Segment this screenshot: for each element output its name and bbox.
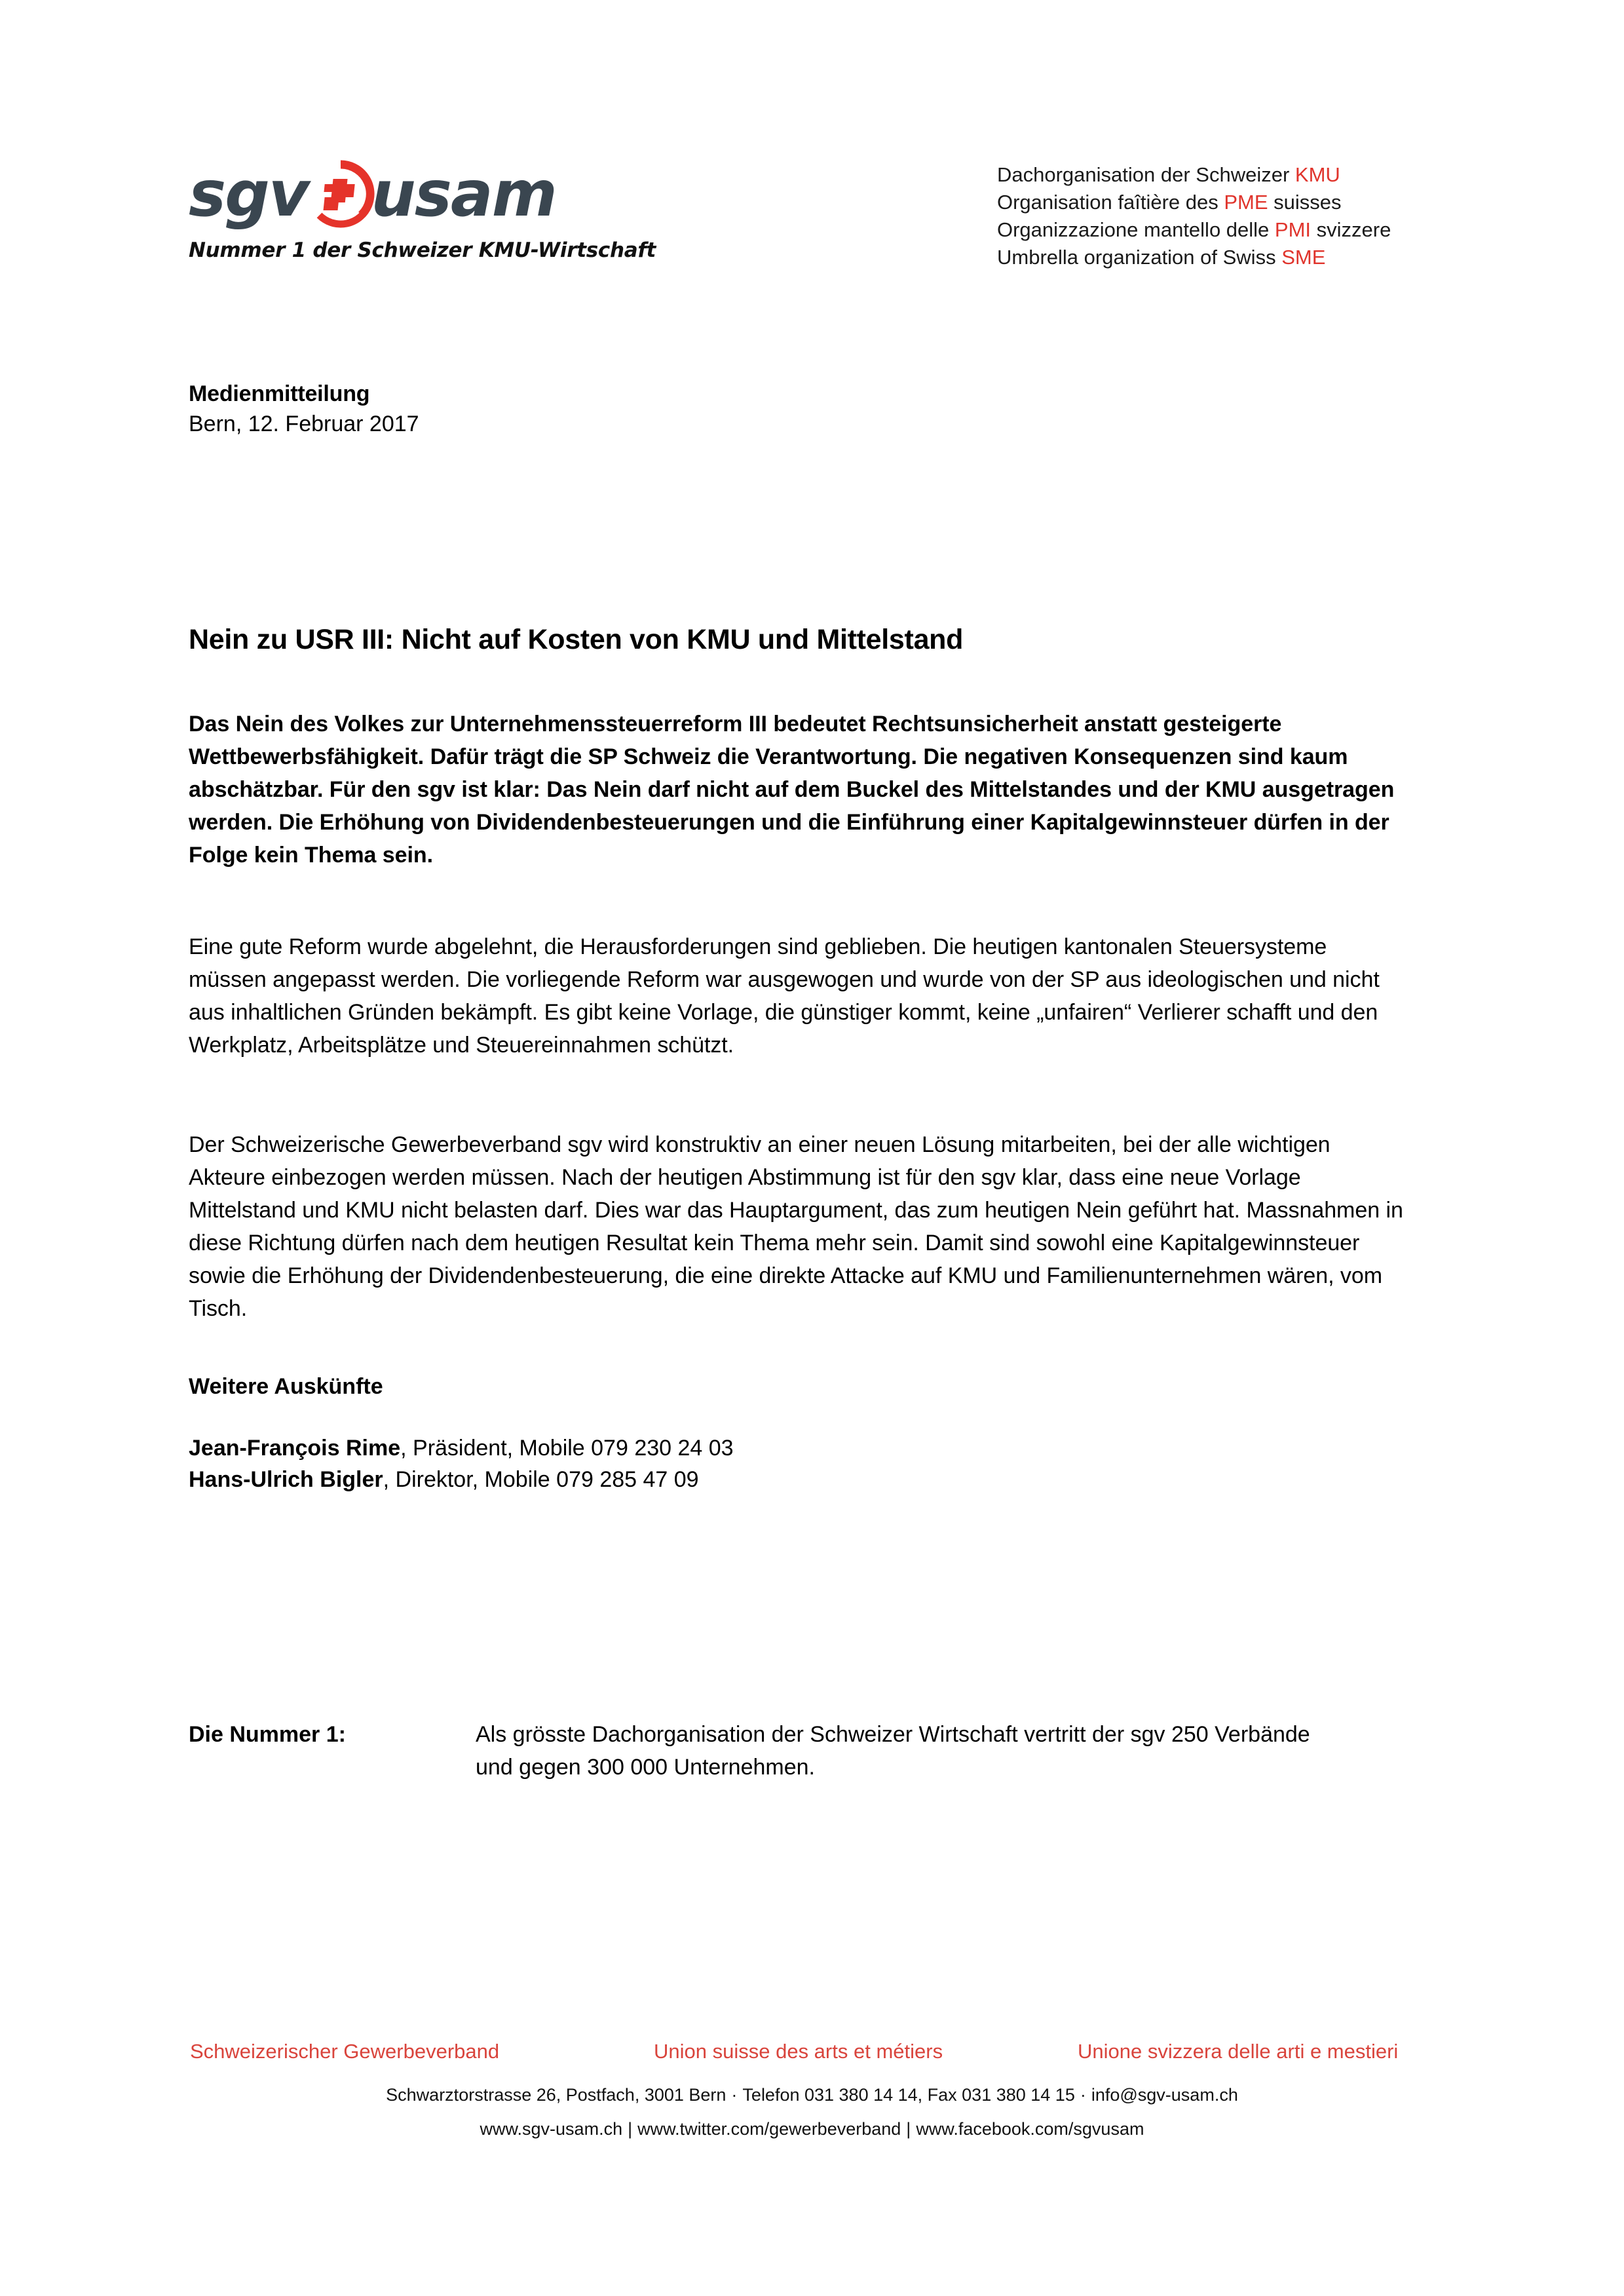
document-dateline: Bern, 12. Februar 2017 (189, 411, 419, 436)
sgv-swiss-cross-emblem-icon (304, 157, 377, 231)
footer-contact-line (0, 2081, 1624, 2109)
footer-name-it: Unione svizzera delle arti e mestieri (1078, 2040, 1399, 2063)
contact-details-director: , Direktor, Mobile 079 285 47 09 (383, 1467, 699, 1492)
footer-link-website[interactable]: www.sgv-usam.ch (480, 2119, 623, 2139)
org-line-fr-suffix: suisses (1268, 191, 1342, 214)
sgv-usam-logo (189, 157, 656, 262)
footer-separator-dot-2: · (1080, 2085, 1086, 2105)
org-line-en-prefix: Umbrella organization of Swiss (997, 246, 1282, 269)
contact-row-director (189, 1464, 699, 1495)
logo-word-sgv: sgv (189, 157, 309, 231)
org-line-fr-accent: PME (1224, 191, 1268, 214)
footer-separator-pipe-1: | (628, 2119, 633, 2139)
logo-tagline: Nummer 1 der Schweizer KMU-Wirtschaft (189, 239, 656, 262)
org-line-de (997, 161, 1391, 189)
boilerplate-text: Als grösste Dachorganisation der Schweizer Wirtschaft vertritt der sgv 250 Verbände und gegen 300 000 Unternehmen. (476, 1722, 1310, 1780)
footer-phone: Telefon 031 380 14 14, Fax 031 380 14 15 (742, 2085, 1075, 2105)
org-line-en-accent: SME (1281, 246, 1326, 269)
footer-link-twitter[interactable]: www.twitter.com/gewerbeverband (637, 2119, 901, 2139)
page-header (0, 0, 1624, 282)
org-line-de-accent: KMU (1294, 163, 1340, 186)
logo-wordmark (189, 157, 556, 231)
contact-details-president: , Präsident, Mobile 079 230 24 03 (400, 1436, 734, 1461)
boilerplate-label: Die Nummer 1: (189, 1722, 346, 1747)
contact-row-president (189, 1432, 734, 1464)
contact-name-president: Jean-François Rime (189, 1436, 401, 1461)
org-line-it (997, 216, 1391, 244)
body-paragraph-1: Eine gute Reform wurde abgelehnt, die Herausforderungen sind geblieben. Die heutigen kantonalen Steuersysteme müssen angepasst werden. Die vorliegende Reform war ausgewogen und wurde von der SP aus ideologischen und nicht aus inhaltlichen Gründen bekämpft. Es gibt keine Vorlage, die günstiger kommt, keine „unfairen“ Verlierer schafft und den Werkplatz, Arbeitsplätze und Steuereinnahmen schützt. (189, 934, 1380, 1058)
org-line-it-suffix: svizzere (1311, 218, 1391, 241)
footer-address: Schwarztorstrasse 26, Postfach, 3001 Bern (386, 2085, 727, 2105)
page-title: Nein zu USR III: Nicht auf Kosten von KMU und Mittelstand (189, 623, 964, 655)
page-footer (0, 2038, 1624, 2143)
footer-organization-names (0, 2038, 1624, 2075)
logo-word-usam: usam (371, 157, 556, 231)
footer-name-fr: Union suisse des arts et métiers (654, 2040, 943, 2063)
org-line-it-prefix: Organizzazione mantello delle (997, 218, 1275, 241)
footer-links-line (0, 2115, 1624, 2143)
contact-name-director: Hans-Ulrich Bigler (189, 1467, 383, 1492)
document-type-label: Medienmitteilung (189, 381, 370, 406)
org-line-fr (997, 189, 1391, 216)
body-paragraph-2: Der Schweizerische Gewerbeverband sgv wird konstruktiv an einer neuen Lösung mitarbeiten, bei der alle wichtigen Akteure einbezogen werden müssen. Nach der heutigen Abstimmung ist für den sgv klar, dass eine neue Vorlage Mittelstand und KMU nicht belasten darf. Dies war das Hauptargument, das zum heutigen Nein geführt hat. Massnahmen in diese Richtung dürfen nach dem heutigen Resultat kein Thema mehr sein. Damit sind sowohl eine Kapitalgewinnsteuer sowie die Erhöhung der Dividendenbesteuerung, die eine direkte Attacke auf KMU und Familienunternehmen wären, vom Tisch. (189, 1132, 1403, 1321)
org-line-fr-prefix: Organisation faîtière des (997, 191, 1224, 214)
contacts-heading: Weitere Auskünfte (189, 1374, 383, 1399)
org-line-en (997, 244, 1391, 271)
footer-email-link[interactable]: info@sgv-usam.ch (1091, 2085, 1238, 2105)
footer-link-facebook[interactable]: www.facebook.com/sgvusam (916, 2119, 1144, 2139)
footer-name-de: Schweizerischer Gewerbeverband (190, 2040, 500, 2063)
org-line-it-accent: PMI (1274, 218, 1312, 241)
footer-separator-dot-1: · (731, 2085, 738, 2105)
footer-separator-pipe-2: | (906, 2119, 911, 2139)
organization-multilingual-block (997, 161, 1391, 271)
org-line-de-prefix: Dachorganisation der Schweizer (997, 163, 1295, 186)
lead-paragraph: Das Nein des Volkes zur Unternehmenssteuerreform III bedeutet Rechtsunsicherheit anstatt gesteigerte Wettbewerbsfähigkeit. Dafür trägt die SP Schweiz die Verantwortung. Die negativen Konsequenzen sind kaum abschätzbar. Für den sgv ist klar: Das Nein darf nicht auf dem Buckel des Mittelstandes und der KMU ausgetragen werden. Die Erhöhung von Dividendenbesteuerungen und die Einführung einer Kapitalgewinnsteuer dürfen in der Folge kein Thema sein. (189, 712, 1395, 868)
